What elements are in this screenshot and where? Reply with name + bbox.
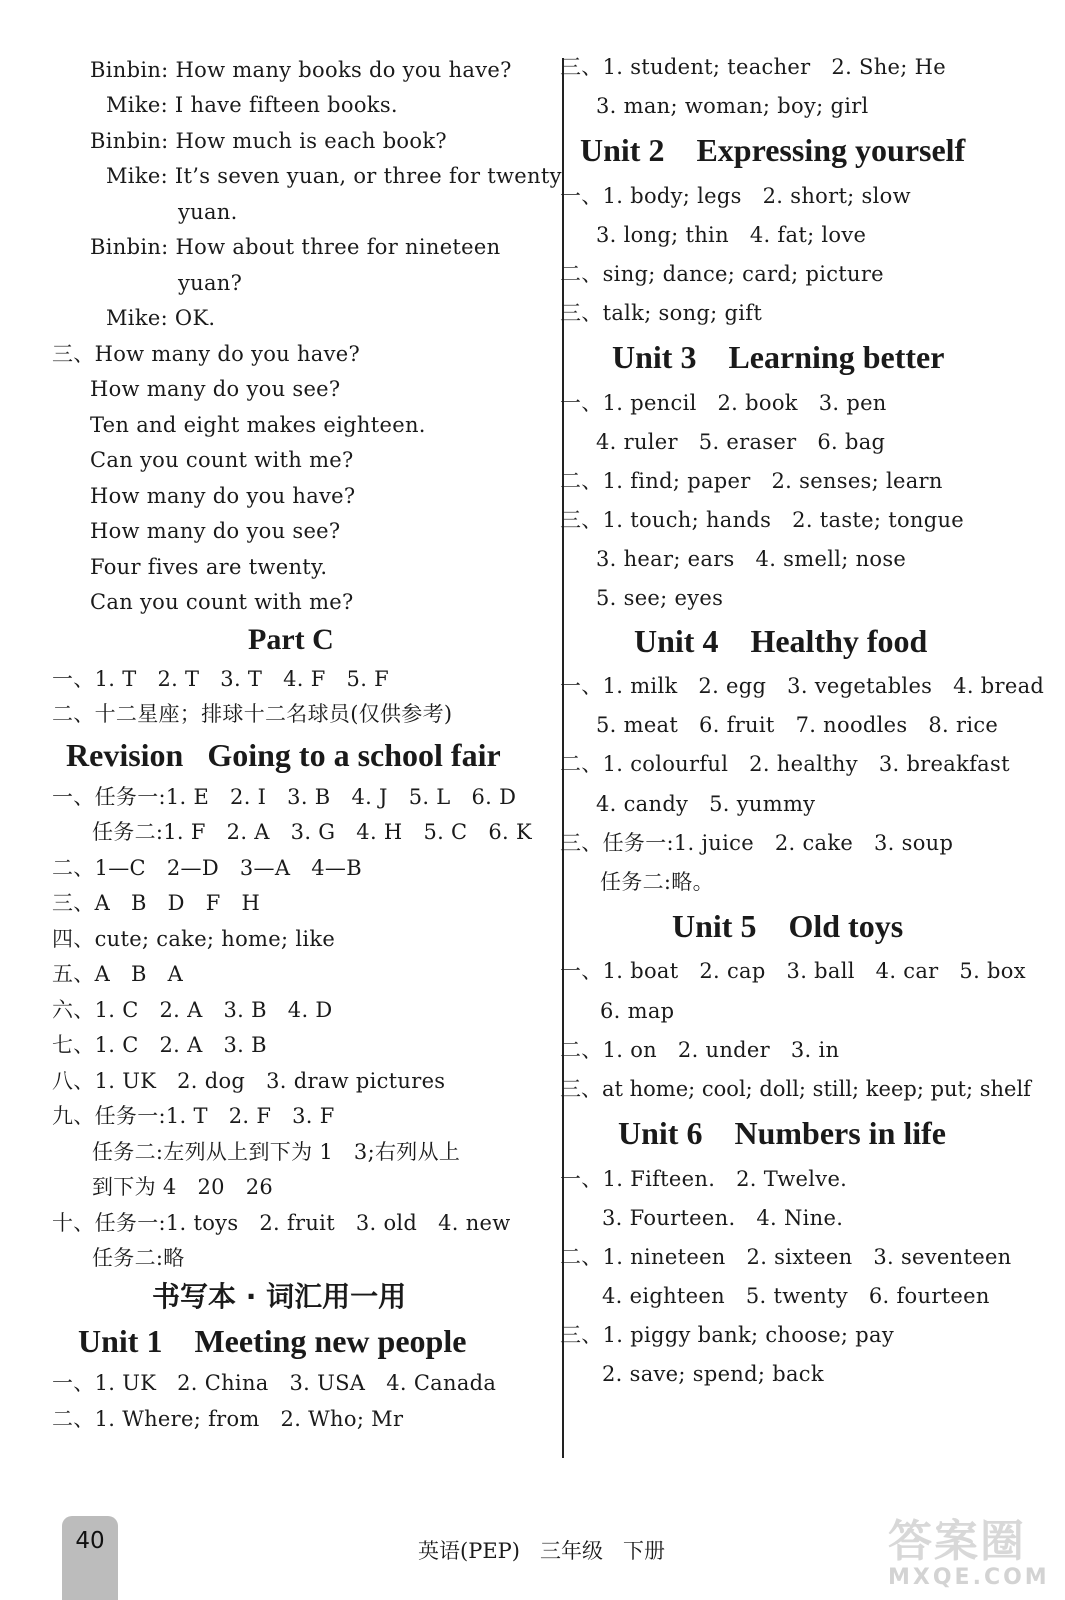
dialogue-line: Mike: It’s seven yuan, or three for twenty bbox=[106, 164, 562, 188]
section-title-unit6: Unit 6 Numbers in life bbox=[618, 1115, 946, 1151]
section-title-writing: 书写本 · 词汇用一用 bbox=[152, 1280, 407, 1313]
answer-line: 六、1. C 2. A 3. B 4. D bbox=[52, 998, 333, 1022]
watermark-logo bbox=[888, 1505, 1058, 1595]
answer-line: 一、1. body; legs 2. short; slow bbox=[560, 184, 911, 208]
answer-line: 一、1. Fifteen. 2. Twelve. bbox=[560, 1167, 848, 1191]
answer-line: 4. ruler 5. eraser 6. bag bbox=[596, 430, 886, 454]
watermark-top-text: 答案圈 bbox=[888, 1516, 1026, 1567]
answer-line: 4. candy 5. yummy bbox=[596, 792, 816, 816]
section-title-unit4: Unit 4 Healthy food bbox=[634, 623, 928, 659]
section-title-unit5: Unit 5 Old toys bbox=[672, 908, 904, 944]
section-title-part-c: Part C bbox=[248, 623, 334, 656]
page-number: 40 bbox=[75, 1528, 105, 1554]
answer-line: 2. save; spend; back bbox=[602, 1362, 824, 1386]
answer-line: 一、1. pencil 2. book 3. pen bbox=[560, 391, 887, 415]
dialogue-line: Binbin: How much is each book? bbox=[90, 129, 447, 153]
song-line: How many do you see? bbox=[90, 519, 341, 543]
answer-line: 三、talk; song; gift bbox=[560, 301, 763, 325]
song-line: Ten and eight makes eighteen. bbox=[90, 413, 426, 437]
answer-line: 三、1. touch; hands 2. taste; tongue bbox=[560, 508, 965, 532]
answer-line: 3. man; woman; boy; girl bbox=[596, 94, 869, 118]
answer-line: 任务二:略。 bbox=[600, 870, 714, 894]
answer-line: 任务二:1. F 2. A 3. G 4. H 5. C 6. K bbox=[92, 820, 532, 844]
section-title-unit1: Unit 1 Meeting new people bbox=[78, 1323, 467, 1359]
answer-line: 6. map bbox=[600, 999, 675, 1023]
answer-line: 4. eighteen 5. twenty 6. fourteen bbox=[602, 1284, 990, 1308]
answer-line: 3. long; thin 4. fat; love bbox=[596, 223, 867, 247]
answer-line: 5. see; eyes bbox=[596, 586, 724, 610]
answer-line: 七、1. C 2. A 3. B bbox=[52, 1033, 267, 1057]
dialogue-line: Mike: OK. bbox=[106, 306, 216, 330]
answer-line: 二、1. colourful 2. healthy 3. breakfast bbox=[560, 752, 1010, 776]
answer-line: 三、at home; cool; doll; still; keep; put; shelf bbox=[560, 1077, 1031, 1101]
song-line: Can you count with me? bbox=[90, 590, 354, 614]
answer-line: 四、cute; cake; home; like bbox=[52, 927, 336, 951]
answer-line: 3. Fourteen. 4. Nine. bbox=[602, 1206, 844, 1230]
song-line: 三、How many do you have? bbox=[52, 342, 361, 366]
answer-line: 一、任务一:1. E 2. I 3. B 4. J 5. L 6. D bbox=[52, 785, 517, 809]
answer-line: 三、1. piggy bank; choose; pay bbox=[560, 1323, 895, 1347]
song-line: How many do you see? bbox=[90, 377, 341, 401]
dialogue-line: yuan. bbox=[178, 200, 238, 224]
page-number-tab bbox=[62, 1516, 118, 1600]
answer-line: 二、1. Where; from 2. Who; Mr bbox=[52, 1407, 404, 1431]
answer-line: 八、1. UK 2. dog 3. draw pictures bbox=[52, 1069, 446, 1093]
answer-line: 到下为 4 20 26 bbox=[92, 1175, 274, 1199]
answer-line: 一、1. milk 2. egg 3. vegetables 4. bread bbox=[560, 674, 1045, 698]
answer-line: 一、1. boat 2. cap 3. ball 4. car 5. box bbox=[560, 959, 1026, 983]
answer-line: 二、1. on 2. under 3. in bbox=[560, 1038, 840, 1062]
answer-line: 二、sing; dance; card; picture bbox=[560, 262, 884, 286]
dialogue-line: Binbin: How many books do you have? bbox=[90, 58, 512, 82]
answer-line: 二、十二星座；排球十二名球员(仅供参考) bbox=[52, 702, 453, 726]
answer-line: 九、任务一:1. T 2. F 3. F bbox=[52, 1104, 335, 1128]
answer-line: 二、1. find; paper 2. senses; learn bbox=[560, 469, 943, 493]
answer-line: 三、A B D F H bbox=[52, 891, 261, 915]
answer-line: 五、A B A bbox=[52, 962, 184, 986]
dialogue-line: Binbin: How about three for nineteen bbox=[90, 235, 501, 259]
answer-line: 十、任务一:1. toys 2. fruit 3. old 4. new bbox=[52, 1211, 511, 1235]
section-title-unit3: Unit 3 Learning better bbox=[612, 339, 945, 375]
answer-line: 三、任务一:1. juice 2. cake 3. soup bbox=[560, 831, 954, 855]
book-info: 英语(PEP) 三年级 下册 bbox=[418, 1539, 666, 1563]
answer-line: 任务二:略 bbox=[92, 1246, 185, 1270]
answer-line: 3. hear; ears 4. smell; nose bbox=[596, 547, 907, 571]
answer-line: 一、1. UK 2. China 3. USA 4. Canada bbox=[52, 1371, 497, 1395]
answer-line: 5. meat 6. fruit 7. noodles 8. rice bbox=[596, 713, 999, 737]
watermark-bottom-text: MXQE.COM bbox=[888, 1565, 1050, 1590]
section-title-unit2: Unit 2 Expressing yourself bbox=[580, 132, 966, 168]
section-title-revision: Revision Going to a school fair bbox=[66, 737, 501, 773]
answer-line: 三、1. student; teacher 2. She; He bbox=[560, 55, 946, 79]
answer-line: 二、1. nineteen 2. sixteen 3. seventeen bbox=[560, 1245, 1012, 1269]
answer-line: 二、1—C 2—D 3—A 4—B bbox=[52, 856, 362, 880]
answer-line: 一、1. T 2. T 3. T 4. F 5. F bbox=[52, 667, 390, 691]
song-line: How many do you have? bbox=[90, 484, 356, 508]
dialogue-line: yuan? bbox=[178, 271, 243, 295]
song-line: Four fives are twenty. bbox=[90, 555, 328, 579]
answer-line: 任务二:左列从上到下为 1 3;右列从上 bbox=[92, 1140, 461, 1164]
song-line: Can you count with me? bbox=[90, 448, 354, 472]
dialogue-line: Mike: I have fifteen books. bbox=[106, 93, 398, 117]
